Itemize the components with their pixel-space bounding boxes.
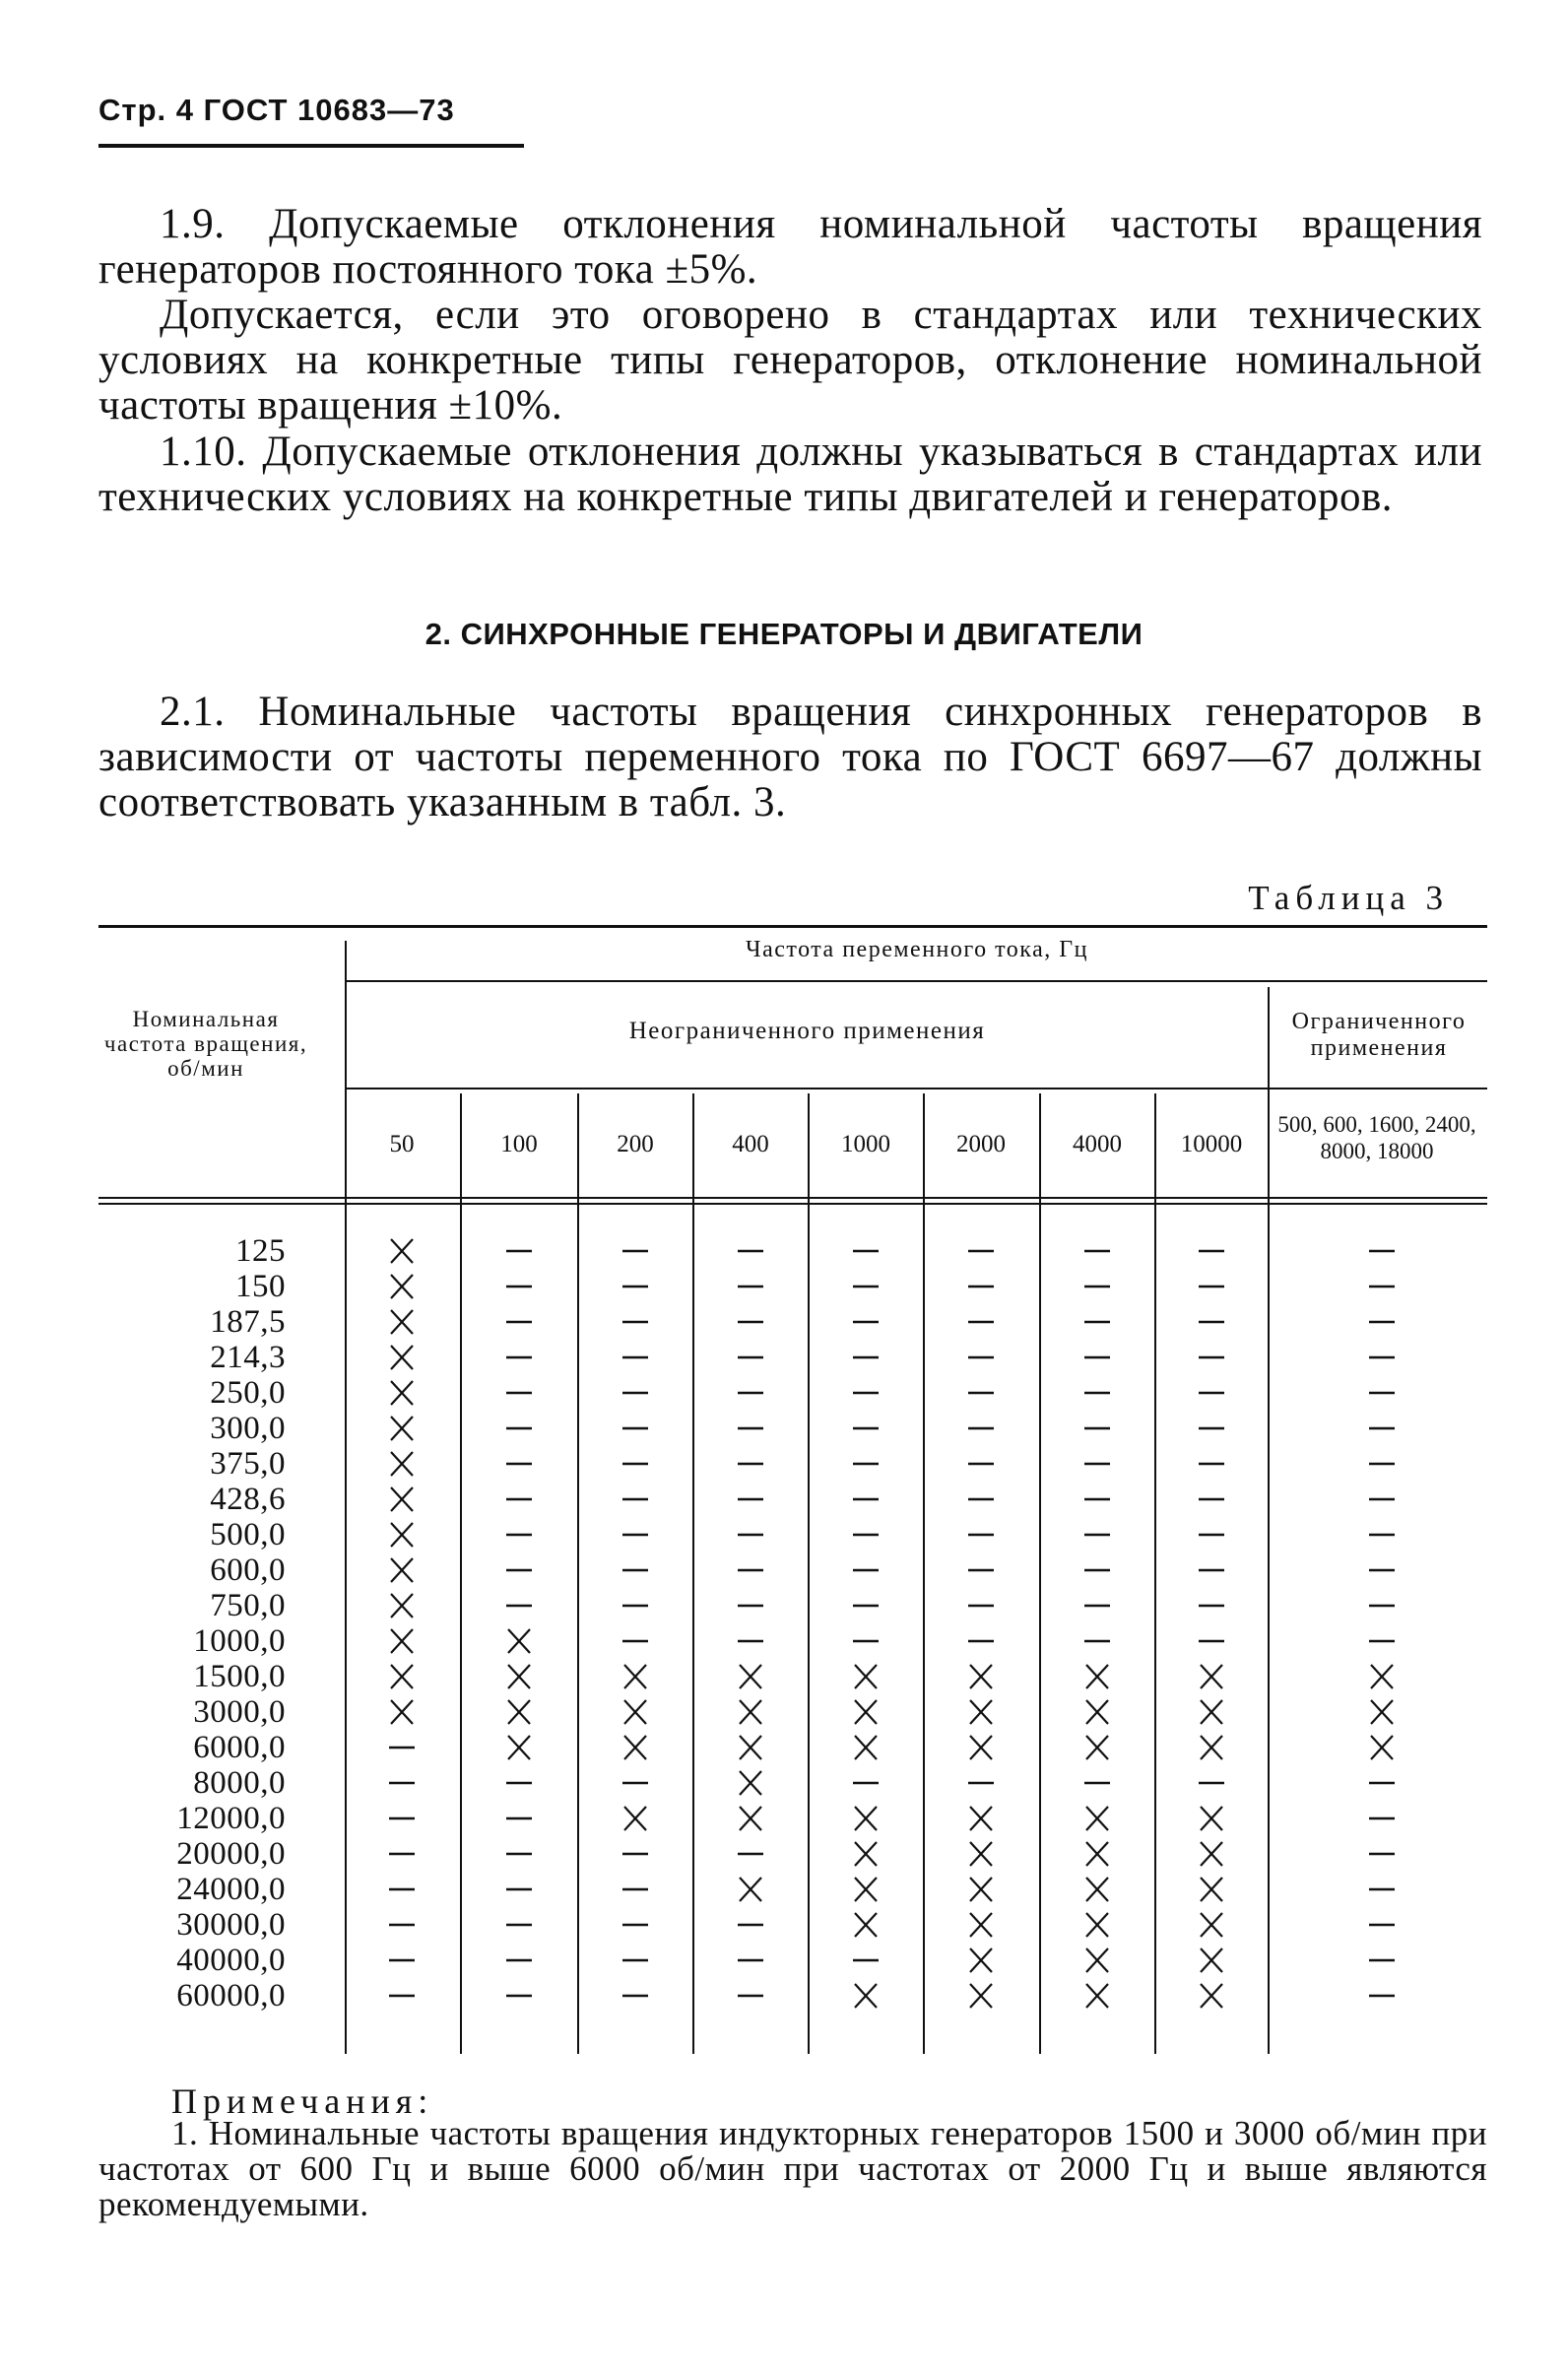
note-1: 1. Номинальные частоты вращения индукторных генераторов 1500 и 3000 об/мин при частотах от 600 Гц и выше 6000 об/мин при частотах от 2000 Гц и выше являются рекомендуемыми. [98,2114,1487,2223]
cross-mark-icon [1187,1838,1236,1870]
dash-mark-icon [611,1590,660,1621]
cross-mark-icon [1357,1661,1406,1692]
row-speed-label: 30000,0 [176,1907,286,1943]
dash-mark-icon [1073,1377,1122,1409]
cross-mark-icon [1357,1696,1406,1728]
dash-mark-icon [726,1306,775,1338]
cross-mark-icon [611,1696,660,1728]
row-speed-label: 12000,0 [176,1801,286,1836]
cross-mark-icon [494,1696,544,1728]
column-line [808,1093,810,2054]
dash-mark-icon [611,1874,660,1905]
freq-header-100: 100 [500,1131,538,1157]
cross-mark-icon [1187,1661,1236,1692]
dash-mark-icon [494,1945,544,1976]
cross-mark-icon [726,1767,775,1799]
paragraph-2-1: 2.1. Номинальные частоты вращения синхронных генераторов в зависимости от частоты переменного тока по ГОСТ 6697—67 должны соответствовать указанным в табл. 3. [98,689,1482,825]
cross-mark-icon [494,1661,544,1692]
row-speed-label: 60000,0 [176,1978,286,2013]
dash-mark-icon [1073,1306,1122,1338]
dash-mark-icon [726,1235,775,1267]
row-speed-label: 24000,0 [176,1872,286,1907]
notes-title: Примечания: [171,2081,434,2121]
dash-mark-icon [494,1838,544,1870]
row-speed-label: 150 [235,1269,286,1304]
cross-mark-icon [377,1590,426,1621]
dash-mark-icon [611,1271,660,1302]
row-speed-label: 6000,0 [193,1730,286,1765]
column-line [923,1093,925,2054]
dash-mark-icon [611,1767,660,1799]
freq-header-4000: 4000 [1073,1131,1122,1157]
dash-mark-icon [1357,1519,1406,1551]
dash-mark-icon [1073,1413,1122,1444]
dash-mark-icon [1357,1625,1406,1657]
paragraph-1-9-continued: Допускается, если это оговорено в стандартах или технических условиях на конкретные типы генераторов, отклонение номинальной частоты вращения ±10%. [98,292,1482,429]
column-line [1039,1093,1041,2054]
cross-mark-icon [377,1413,426,1444]
cross-mark-icon [841,1732,890,1763]
dash-mark-icon [1187,1484,1236,1515]
dash-mark-icon [494,1909,544,1941]
dash-mark-icon [726,1342,775,1373]
dash-mark-icon [1073,1342,1122,1373]
dash-mark-icon [841,1484,890,1515]
cross-mark-icon [726,1661,775,1692]
dash-mark-icon [1073,1484,1122,1515]
dash-mark-icon [841,1554,890,1586]
cross-mark-icon [377,1661,426,1692]
dash-mark-icon [956,1448,1006,1480]
cross-mark-icon [956,1803,1006,1834]
cross-mark-icon [377,1484,426,1515]
dash-mark-icon [1073,1448,1122,1480]
cross-mark-icon [1187,1696,1236,1728]
dash-mark-icon [1357,1413,1406,1444]
cross-mark-icon [841,1661,890,1692]
dash-mark-icon [611,1838,660,1870]
dash-mark-icon [1187,1519,1236,1551]
freq-header-2000: 2000 [956,1131,1006,1157]
row-speed-label: 375,0 [210,1446,286,1482]
cross-mark-icon [377,1235,426,1267]
dash-mark-icon [611,1554,660,1586]
dash-mark-icon [611,1945,660,1976]
dash-mark-icon [494,1519,544,1551]
row-speed-label: 600,0 [210,1552,286,1588]
cross-mark-icon [1073,1874,1122,1905]
cross-mark-icon [1187,1980,1236,2012]
group-header-rule [347,980,1487,982]
dash-mark-icon [1357,1448,1406,1480]
cross-mark-icon [377,1625,426,1657]
stub-column-line [345,941,347,2054]
row-speed-label: 1500,0 [193,1659,286,1694]
dash-mark-icon [1187,1625,1236,1657]
dash-mark-icon [494,1803,544,1834]
cross-mark-icon [1187,1909,1236,1941]
dash-mark-icon [726,1945,775,1976]
header-rule [98,144,524,148]
freq-header-50: 50 [389,1131,415,1157]
dash-mark-icon [956,1271,1006,1302]
dash-mark-icon [611,1909,660,1941]
dash-mark-icon [956,1342,1006,1373]
dash-mark-icon [611,1980,660,2012]
header-bottom-rule-1 [98,1197,1487,1199]
dash-mark-icon [841,1342,890,1373]
dash-mark-icon [841,1945,890,1976]
cross-mark-icon [1073,1661,1122,1692]
cross-mark-icon [377,1696,426,1728]
cross-mark-icon [377,1554,426,1586]
row-speed-label: 300,0 [210,1411,286,1446]
cross-mark-icon [726,1732,775,1763]
dash-mark-icon [956,1554,1006,1586]
dash-mark-icon [611,1342,660,1373]
dash-mark-icon [611,1413,660,1444]
cross-mark-icon [611,1732,660,1763]
freq-header-400: 400 [732,1131,769,1157]
dash-mark-icon [956,1519,1006,1551]
row-speed-label: 187,5 [210,1304,286,1340]
dash-mark-icon [726,1590,775,1621]
dash-mark-icon [1357,1554,1406,1586]
cross-mark-icon [956,1909,1006,1941]
cross-mark-icon [1073,1909,1122,1941]
cross-mark-icon [494,1732,544,1763]
dash-mark-icon [1187,1554,1236,1586]
dash-mark-icon [956,1413,1006,1444]
dash-mark-icon [1357,1945,1406,1976]
dash-mark-icon [494,1306,544,1338]
dash-mark-icon [494,1767,544,1799]
dash-mark-icon [494,1554,544,1586]
row-speed-label: 40000,0 [176,1943,286,1978]
table-top-rule [98,925,1487,928]
dash-mark-icon [377,1732,426,1763]
dash-mark-icon [956,1377,1006,1409]
dash-mark-icon [611,1625,660,1657]
dash-mark-icon [1187,1448,1236,1480]
dash-mark-icon [611,1519,660,1551]
dash-mark-icon [956,1235,1006,1267]
cross-mark-icon [611,1661,660,1692]
dash-mark-icon [841,1519,890,1551]
dash-mark-icon [1357,1377,1406,1409]
cross-mark-icon [956,1696,1006,1728]
dash-mark-icon [1357,1767,1406,1799]
dash-mark-icon [377,1767,426,1799]
dash-mark-icon [1073,1519,1122,1551]
cross-mark-icon [956,1874,1006,1905]
column-line [577,1093,579,2054]
dash-mark-icon [726,1448,775,1480]
cross-mark-icon [956,1945,1006,1976]
subgroup-header-rule [347,1088,1487,1089]
dash-mark-icon [1187,1271,1236,1302]
dash-mark-icon [1073,1590,1122,1621]
dash-mark-icon [956,1306,1006,1338]
cross-mark-icon [956,1661,1006,1692]
dash-mark-icon [377,1980,426,2012]
cross-mark-icon [611,1803,660,1834]
dash-mark-icon [494,1874,544,1905]
cross-mark-icon [1073,1945,1122,1976]
dash-mark-icon [1187,1377,1236,1409]
dash-mark-icon [841,1625,890,1657]
dash-mark-icon [1357,1980,1406,2012]
dash-mark-icon [494,1377,544,1409]
dash-mark-icon [1073,1271,1122,1302]
cross-mark-icon [1073,1732,1122,1763]
dash-mark-icon [1357,1484,1406,1515]
dash-mark-icon [1357,1838,1406,1870]
dash-mark-icon [494,1271,544,1302]
cross-mark-icon [1187,1874,1236,1905]
dash-mark-icon [841,1413,890,1444]
dash-mark-icon [1187,1235,1236,1267]
group-header: Частота переменного тока, Гц [746,937,1088,962]
dash-mark-icon [377,1945,426,1976]
dash-mark-icon [1357,1590,1406,1621]
row-speed-label: 20000,0 [176,1836,286,1872]
dash-mark-icon [726,1377,775,1409]
freq-header-limited: 500, 600, 1600, 2400, 8000, 18000 [1277,1112,1476,1163]
cross-mark-icon [841,1980,890,2012]
cross-mark-icon [1073,1838,1122,1870]
dash-mark-icon [841,1271,890,1302]
dash-mark-icon [1357,1271,1406,1302]
table-caption: Таблица 3 [1248,879,1449,917]
dash-mark-icon [726,1554,775,1586]
column-line [692,1093,694,2054]
dash-mark-icon [726,1413,775,1444]
limited-header: Ограниченного применения [1291,1009,1467,1061]
cross-mark-icon [377,1306,426,1338]
cross-mark-icon [1073,1803,1122,1834]
dash-mark-icon [1357,1342,1406,1373]
cross-mark-icon [841,1838,890,1870]
dash-mark-icon [1187,1342,1236,1373]
row-speed-label: 500,0 [210,1517,286,1552]
dash-mark-icon [841,1590,890,1621]
dash-mark-icon [1073,1767,1122,1799]
dash-mark-icon [1187,1306,1236,1338]
dash-mark-icon [494,1980,544,2012]
cross-mark-icon [726,1874,775,1905]
dash-mark-icon [1073,1235,1122,1267]
dash-mark-icon [377,1874,426,1905]
dash-mark-icon [1187,1767,1236,1799]
cross-mark-icon [1187,1945,1236,1976]
dash-mark-icon [611,1235,660,1267]
paragraph-1-10: 1.10. Допускаемые отклонения должны указываться в стандартах или технических условиях на конкретные типы двигателей и генераторов. [98,429,1482,520]
cross-mark-icon [841,1803,890,1834]
cross-mark-icon [377,1271,426,1302]
dash-mark-icon [494,1413,544,1444]
cross-mark-icon [377,1448,426,1480]
dash-mark-icon [726,1909,775,1941]
dash-mark-icon [956,1484,1006,1515]
dash-mark-icon [377,1909,426,1941]
dash-mark-icon [726,1980,775,2012]
section-title: 2. СИНХРОННЫЕ ГЕНЕРАТОРЫ И ДВИГАТЕЛИ [425,617,1143,651]
row-speed-label: 428,6 [210,1482,286,1517]
dash-mark-icon [726,1271,775,1302]
dash-mark-icon [956,1590,1006,1621]
row-speed-label: 3000,0 [193,1694,286,1730]
dash-mark-icon [611,1377,660,1409]
dash-mark-icon [494,1342,544,1373]
freq-header-10000: 10000 [1180,1131,1243,1157]
paragraph-1-9: 1.9. Допускаемые отклонения номинальной частоты вращения генераторов постоянного тока ±5%. [98,201,1482,293]
dash-mark-icon [1357,1909,1406,1941]
cross-mark-icon [726,1803,775,1834]
row-speed-label: 750,0 [210,1588,286,1623]
dash-mark-icon [1357,1306,1406,1338]
cross-mark-icon [956,1980,1006,2012]
dash-mark-icon [956,1625,1006,1657]
cross-mark-icon [1073,1980,1122,2012]
column-line [460,1093,462,2054]
freq-header-200: 200 [617,1131,654,1157]
cross-mark-icon [956,1732,1006,1763]
dash-mark-icon [726,1519,775,1551]
cross-mark-icon [377,1519,426,1551]
unlimited-header: Неограниченного применения [628,1018,986,1044]
cross-mark-icon [377,1342,426,1373]
cross-mark-icon [1187,1803,1236,1834]
dash-mark-icon [1357,1803,1406,1834]
dash-mark-icon [956,1767,1006,1799]
row-labels [128,1233,286,2013]
dash-mark-icon [841,1235,890,1267]
cross-mark-icon [1073,1696,1122,1728]
row-speed-label: 8000,0 [193,1765,286,1801]
dash-mark-icon [494,1448,544,1480]
cross-mark-icon [841,1874,890,1905]
dash-mark-icon [1357,1874,1406,1905]
dash-mark-icon [1073,1554,1122,1586]
cross-mark-icon [1187,1732,1236,1763]
row-header: Номинальная частота вращения, об/мин [103,1007,308,1081]
page-header: Стр. 4 ГОСТ 10683—73 [98,93,455,127]
dash-mark-icon [494,1590,544,1621]
header-bottom-rule-2 [98,1203,1487,1205]
dash-mark-icon [841,1448,890,1480]
dash-mark-icon [611,1306,660,1338]
row-speed-label: 125 [235,1233,286,1269]
freq-header-1000: 1000 [841,1131,890,1157]
dash-mark-icon [1187,1590,1236,1621]
cross-mark-icon [377,1377,426,1409]
column-line [1154,1093,1156,2054]
dash-mark-icon [377,1838,426,1870]
dash-mark-icon [1073,1625,1122,1657]
dash-mark-icon [841,1306,890,1338]
cross-mark-icon [841,1696,890,1728]
row-speed-label: 250,0 [210,1375,286,1411]
cross-mark-icon [956,1838,1006,1870]
dash-mark-icon [726,1625,775,1657]
cross-mark-icon [841,1909,890,1941]
row-speed-label: 1000,0 [193,1623,286,1659]
dash-mark-icon [494,1484,544,1515]
dash-mark-icon [494,1235,544,1267]
row-speed-label: 214,3 [210,1340,286,1375]
dash-mark-icon [726,1838,775,1870]
dash-mark-icon [841,1377,890,1409]
dash-mark-icon [377,1803,426,1834]
dash-mark-icon [1357,1235,1406,1267]
cross-mark-icon [1357,1732,1406,1763]
cross-mark-icon [494,1625,544,1657]
dash-mark-icon [841,1767,890,1799]
cross-mark-icon [726,1696,775,1728]
dash-mark-icon [726,1484,775,1515]
dash-mark-icon [611,1484,660,1515]
dash-mark-icon [611,1448,660,1480]
dash-mark-icon [1187,1413,1236,1444]
